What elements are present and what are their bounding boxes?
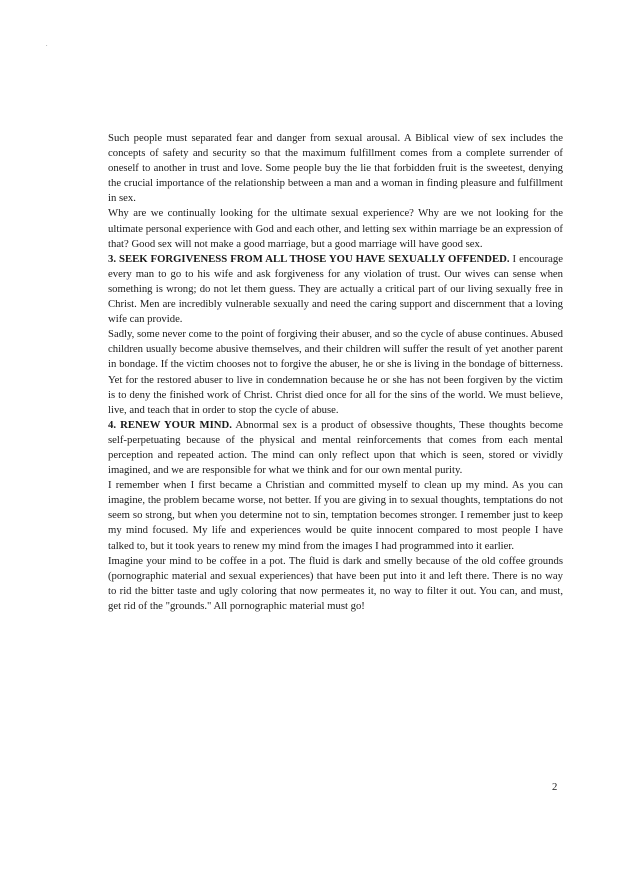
paragraph-text: I encourage every man to go to his wife and ask forgiveness for any violation of trust. Our wives can sense when something is wrong; do not let them guess. They are actually a critical part of our living sexually free in Christ. Men are incredibly vulnerable sexually and need the caring support and discernment that a loving wife can provide. [108, 252, 563, 326]
paragraph-ultimate-experience: Why are we continually looking for the ultimate sexual experience? Why are we not looking for the ultimate personal experience with God and each other, and letting sex within marriage be an expression of that? Good sex will not make a good marriage, but a good marriage will have good sex. [108, 207, 563, 250]
paragraph-clean-up-mind: I remember when I first became a Christian and committed myself to clean up my mind. As you can imagine, the problem became worse, not better. If you are giving in to sexual thoughts, temptations do not seem so strong, but when you determine not to sin, temptation becomes stronger. I remember just to keep my mind focused. My life and experiences would be quite innocent compared to most people I have talked to, but it took years to renew my mind from the images I had programmed into it earlier. [108, 479, 563, 552]
section-heading-3: 3. SEEK FORGIVENESS FROM ALL THOSE YOU HAVE SEXUALLY OFFENDED. [108, 252, 510, 265]
section-heading-4: 4. RENEW YOUR MIND. [108, 418, 232, 431]
body-text [108, 131, 563, 614]
paragraph-renew-your-mind [108, 418, 563, 478]
corner-mark: . [46, 42, 48, 48]
paragraph-text: Abnormal sex is a product of obsessive thoughts, These thoughts become self-perpetuating because of the physical and mental reinforcements that comes from each mental perception and repeated action. The mind can only reflect upon that which is seen, stored or vividly imagined, and we are responsible for what we think and for our own mental purity. [108, 418, 563, 477]
page-number: 2 [552, 781, 558, 793]
paragraph-fear-and-arousal: Such people must separated fear and danger from sexual arousal. A Biblical view of sex includes the concepts of safety and security so that the maximum fulfillment comes from a complete surrender of oneself to another in trust and love. Some people buy the lie that forbidden fruit is the sweetest, denying the crucial importance of the relationship between a man and a woman in finding pleasure and fulfillment in sex. [108, 132, 563, 205]
paragraph-cycle-of-abuse: Sadly, some never come to the point of forgiving their abuser, and so the cycle of abuse continues. Abused children usually become abusive themselves, and their children will suffer the result of yet another parent in bondage. If the victim chooses not to forgive the abuser, he or she is living in the bondage of bitterness. Yet for the restored abuser to live in condemnation because he or she has not been forgiven by the victim is to deny the finished work of Christ. Christ died once for all for the sins of the world. We must believe, live, and teach that in order to stop the cycle of abuse. [108, 328, 563, 416]
paragraph-coffee-analogy: Imagine your mind to be coffee in a pot. The fluid is dark and smelly because of the old coffee grounds (pornographic material and sexual experiences) that have been put into it and left there. There is no way to rid the bitter taste and ugly coloring that now permeates it, no way to filter it out. You can, and must, get rid of the "grounds." All pornographic material must go! [108, 554, 563, 612]
paragraph-seek-forgiveness [108, 252, 563, 327]
